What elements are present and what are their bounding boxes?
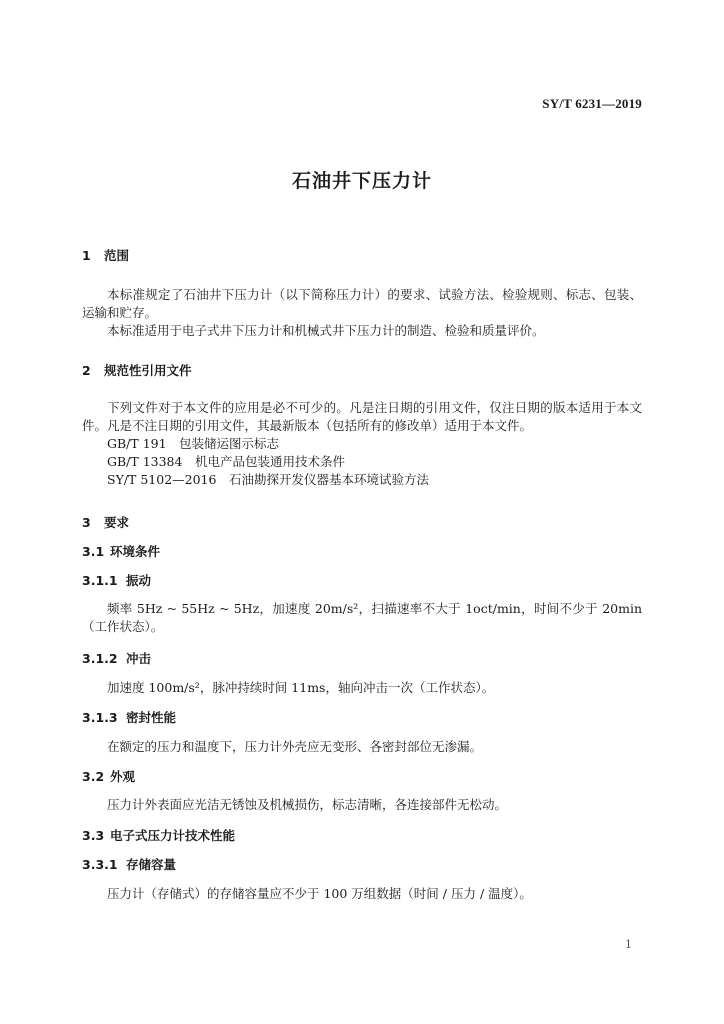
section-title: 规范性引用文件: [104, 363, 192, 378]
section-3-1-1-paragraph: 频率 5Hz ~ 55Hz ~ 5Hz，加速度 20m/s²，扫描速率不大于 1oct/min，时间不少于 20min（工作状态）。: [82, 601, 642, 634]
section-title: 冲击: [126, 651, 152, 666]
section-3-1-1-heading: [82, 571, 642, 589]
section-3-3-1-heading: [82, 855, 642, 873]
section-number: 3.1.3: [82, 710, 118, 725]
document-title: 石油井下压力计: [291, 170, 432, 192]
section-3-2-heading: [82, 767, 642, 785]
section-title: 环境条件: [110, 544, 161, 559]
reference-item: GB/T 191 包装储运图示标志: [107, 436, 280, 451]
section-title: 范围: [104, 248, 130, 263]
section-number: 3.3: [82, 828, 105, 843]
section-3-1-heading: [82, 542, 642, 560]
section-number: 3: [82, 515, 91, 530]
section-3-1-3-paragraph: 在额定的压力和温度下，压力计外壳应无变形、各密封部位无渗漏。: [107, 739, 483, 754]
reference-item: GB/T 13384 机电产品包装通用技术条件: [107, 454, 345, 469]
section-title: 密封性能: [126, 710, 177, 725]
section-1-heading: [82, 246, 642, 264]
reference-item: SY/T 5102—2016 石油勘探开发仪器基本环境试验方法: [107, 472, 429, 487]
section-3-1-2-paragraph: 加速度 100m/s²，脉冲持续时间 11ms，轴向冲击一次（工作状态）。: [107, 680, 495, 695]
section-title: 电子式压力计技术性能: [110, 828, 236, 843]
section-title: 要求: [104, 515, 130, 530]
section-3-3-1-paragraph: 压力计（存储式）的存储容量应不少于 100 万组数据（时间 / 压力 / 温度）。: [107, 886, 532, 901]
section-number: 3.1.2: [82, 651, 118, 666]
section-2-heading: [82, 361, 642, 379]
page-number: 1: [625, 938, 632, 951]
section-title: 振动: [126, 573, 152, 588]
section-3-3-heading: [82, 826, 642, 844]
section-number: 3.3.1: [82, 857, 118, 872]
section-title: 存储容量: [126, 857, 177, 872]
section-title: 外观: [110, 769, 136, 784]
section-1-paragraph-2: 本标准适用于电子式井下压力计和机械式井下压力计的制造、检验和质量评价。: [107, 323, 545, 338]
section-number: 3.1: [82, 544, 105, 559]
section-3-heading: [82, 513, 642, 531]
standard-number: SY/T 6231—2019: [542, 96, 642, 111]
section-number: 1: [82, 248, 91, 263]
section-1-paragraph-1: 本标准规定了石油井下压力计（以下简称压力计）的要求、试验方法、检验规则、标志、包装、运输和贮存。: [82, 287, 642, 320]
section-number: 3.2: [82, 769, 105, 784]
section-number: 2: [82, 363, 91, 378]
section-3-1-2-heading: [82, 649, 642, 667]
section-number: 3.1.1: [82, 573, 118, 588]
section-3-2-paragraph: 压力计外表面应光洁无锈蚀及机械损伤，标志清晰，各连接部件无松动。: [107, 797, 508, 812]
section-2-paragraph-1: 下列文件对于本文件的应用是必不可少的。凡是注日期的引用文件，仅注日期的版本适用于本文件。凡是不注日期的引用文件，其最新版本（包括所有的修改单）适用于本文件。: [82, 400, 642, 433]
section-3-1-3-heading: [82, 708, 642, 726]
